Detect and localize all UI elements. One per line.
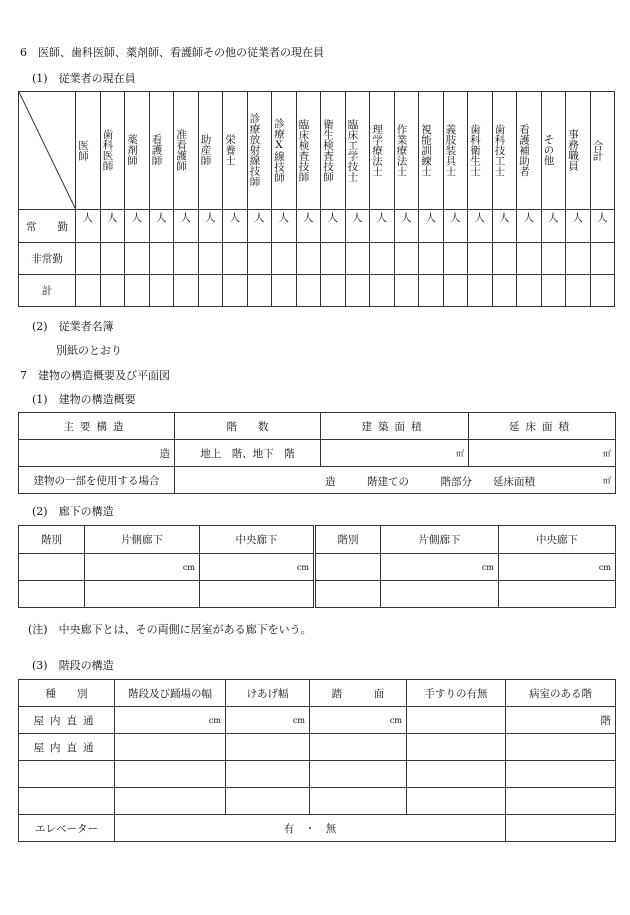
col-header: 助産師	[199, 134, 212, 166]
col-header: 医師	[77, 139, 89, 161]
section6-sub1: (1) 従業者の現在員	[32, 72, 136, 85]
partial-use-unit: ㎡	[603, 476, 611, 485]
stairs-width-header: 階段及び踊場の幅	[115, 680, 226, 707]
cm-unit: cm	[381, 554, 499, 581]
corridor-note: (注) 中央廊下とは、その両側に居室がある廊下をいう。	[28, 623, 312, 636]
col-header: その他	[542, 134, 555, 166]
header-total-floor-area: 延床面積	[469, 413, 616, 440]
corridor-table	[18, 525, 616, 608]
unit-cell: 人	[174, 210, 199, 243]
col-header: 診療放射線技師	[248, 113, 261, 187]
header-main-structure: 主要構造	[19, 413, 175, 440]
floor-unit: 階	[506, 707, 616, 734]
cm-unit: cm	[200, 554, 315, 581]
building-area-unit: ㎡	[321, 440, 469, 467]
unit-cell: 人	[370, 210, 395, 243]
corridor-center-header: 中央廊下	[200, 526, 315, 554]
staff-list-note: 別紙のとおり	[56, 344, 122, 357]
stairs-tread-header: 踏 面	[310, 680, 407, 707]
col-header: 診療X線技師	[273, 117, 285, 183]
unit-cell: 人	[492, 210, 517, 243]
elevator-value: 有 ・ 無	[115, 815, 506, 842]
stairs-row-label: 屋内直通	[19, 734, 115, 761]
section6-heading: 6 医師、歯科医師、薬剤師、看護師その他の従業者の現在員	[20, 46, 324, 59]
cm-unit: cm	[499, 554, 616, 581]
col-header: 臨床工学技士	[346, 118, 359, 182]
unit-cell: 人	[541, 210, 566, 243]
cm-unit: cm	[310, 707, 407, 734]
col-header: 理学療法士	[371, 123, 383, 177]
unit-cell: 人	[321, 210, 346, 243]
col-header: 薬剤師	[126, 134, 138, 166]
section7-sub2: (2) 廊下の構造	[32, 505, 114, 518]
diagonal-header-cell	[19, 92, 76, 210]
col-header: 看護師	[150, 134, 163, 166]
section7-sub1: (1) 建物の構造概要	[32, 393, 136, 406]
unit-cell: 人	[125, 210, 150, 243]
row-label-parttime: 非常勤	[19, 243, 76, 275]
stairs-rise-header: けあげ幅	[226, 680, 310, 707]
unit-cell: 人	[345, 210, 370, 243]
col-header: 栄養士	[224, 134, 236, 166]
stairs-handrail-header: 手すりの有無	[407, 680, 506, 707]
unit-cell: 人	[149, 210, 174, 243]
unit-cell: 人	[296, 210, 321, 243]
cm-unit: cm	[115, 707, 226, 734]
unit-cell: 人	[443, 210, 468, 243]
structure-zou: 造	[19, 440, 175, 467]
col-header: 事務職員	[567, 129, 579, 171]
section7-heading: 7 建物の構造概要及び平面図	[20, 369, 170, 382]
col-header: 作業療法士	[395, 123, 408, 177]
elevator-label: エレベーター	[19, 815, 115, 842]
col-header: 准看護師	[175, 129, 187, 171]
unit-cell: 人	[394, 210, 419, 243]
unit-cell: 人	[198, 210, 223, 243]
stairs-ward-floor-header: 病室のある階	[506, 680, 616, 707]
cm-unit: cm	[85, 554, 200, 581]
section7-sub3: (3) 階段の構造	[32, 659, 114, 672]
row-label-fulltime: 常 勤	[19, 210, 76, 243]
col-header: 衛生検査技師	[322, 118, 334, 182]
header-building-area: 建築面積	[321, 413, 469, 440]
unit-cell: 人	[247, 210, 272, 243]
building-structure-table	[18, 412, 616, 494]
col-header: 歯科医師	[101, 129, 114, 171]
unit-cell: 人	[100, 210, 125, 243]
col-header: 看護補助者	[518, 123, 530, 177]
floors-value: 地上 階、地下 階	[175, 440, 321, 467]
col-header: 歯科衛生士	[469, 123, 481, 177]
unit-cell: 人	[517, 210, 542, 243]
unit-cell: 人	[590, 210, 615, 243]
col-header: 臨床検査技師	[297, 118, 310, 182]
row-label-total: 計	[19, 275, 76, 307]
partial-use-label: 建物の一部を使用する場合	[19, 467, 175, 494]
unit-cell: 人	[76, 210, 101, 243]
unit-cell: 人	[272, 210, 297, 243]
corridor-oneside-header: 片側廊下	[381, 526, 499, 554]
col-header: 合計	[591, 139, 604, 161]
unit-cell: 人	[468, 210, 493, 243]
corridor-center-header: 中央廊下	[499, 526, 616, 554]
unit-cell: 人	[223, 210, 248, 243]
partial-use-text: 造 階建ての 階部分 延床面積	[325, 476, 535, 488]
cm-unit: cm	[226, 707, 310, 734]
stairs-table	[18, 679, 616, 842]
floor-area-unit: ㎡	[469, 440, 616, 467]
stairs-row-label: 屋内直通	[19, 707, 115, 734]
col-header: 義肢装具士	[444, 123, 457, 177]
corridor-floor-header: 階別	[19, 526, 85, 554]
stairs-type-header: 種 別	[19, 680, 115, 707]
unit-cell: 人	[566, 210, 591, 243]
col-header: 視能訓練士	[420, 123, 432, 177]
unit-cell: 人	[419, 210, 444, 243]
section6-sub2: (2) 従業者名簿	[32, 320, 114, 333]
corridor-floor-header: 階別	[315, 526, 381, 554]
corridor-oneside-header: 片側廊下	[85, 526, 200, 554]
header-floors: 階 数	[175, 413, 321, 440]
col-header: 歯科技工士	[493, 123, 506, 177]
staff-table	[18, 91, 615, 307]
